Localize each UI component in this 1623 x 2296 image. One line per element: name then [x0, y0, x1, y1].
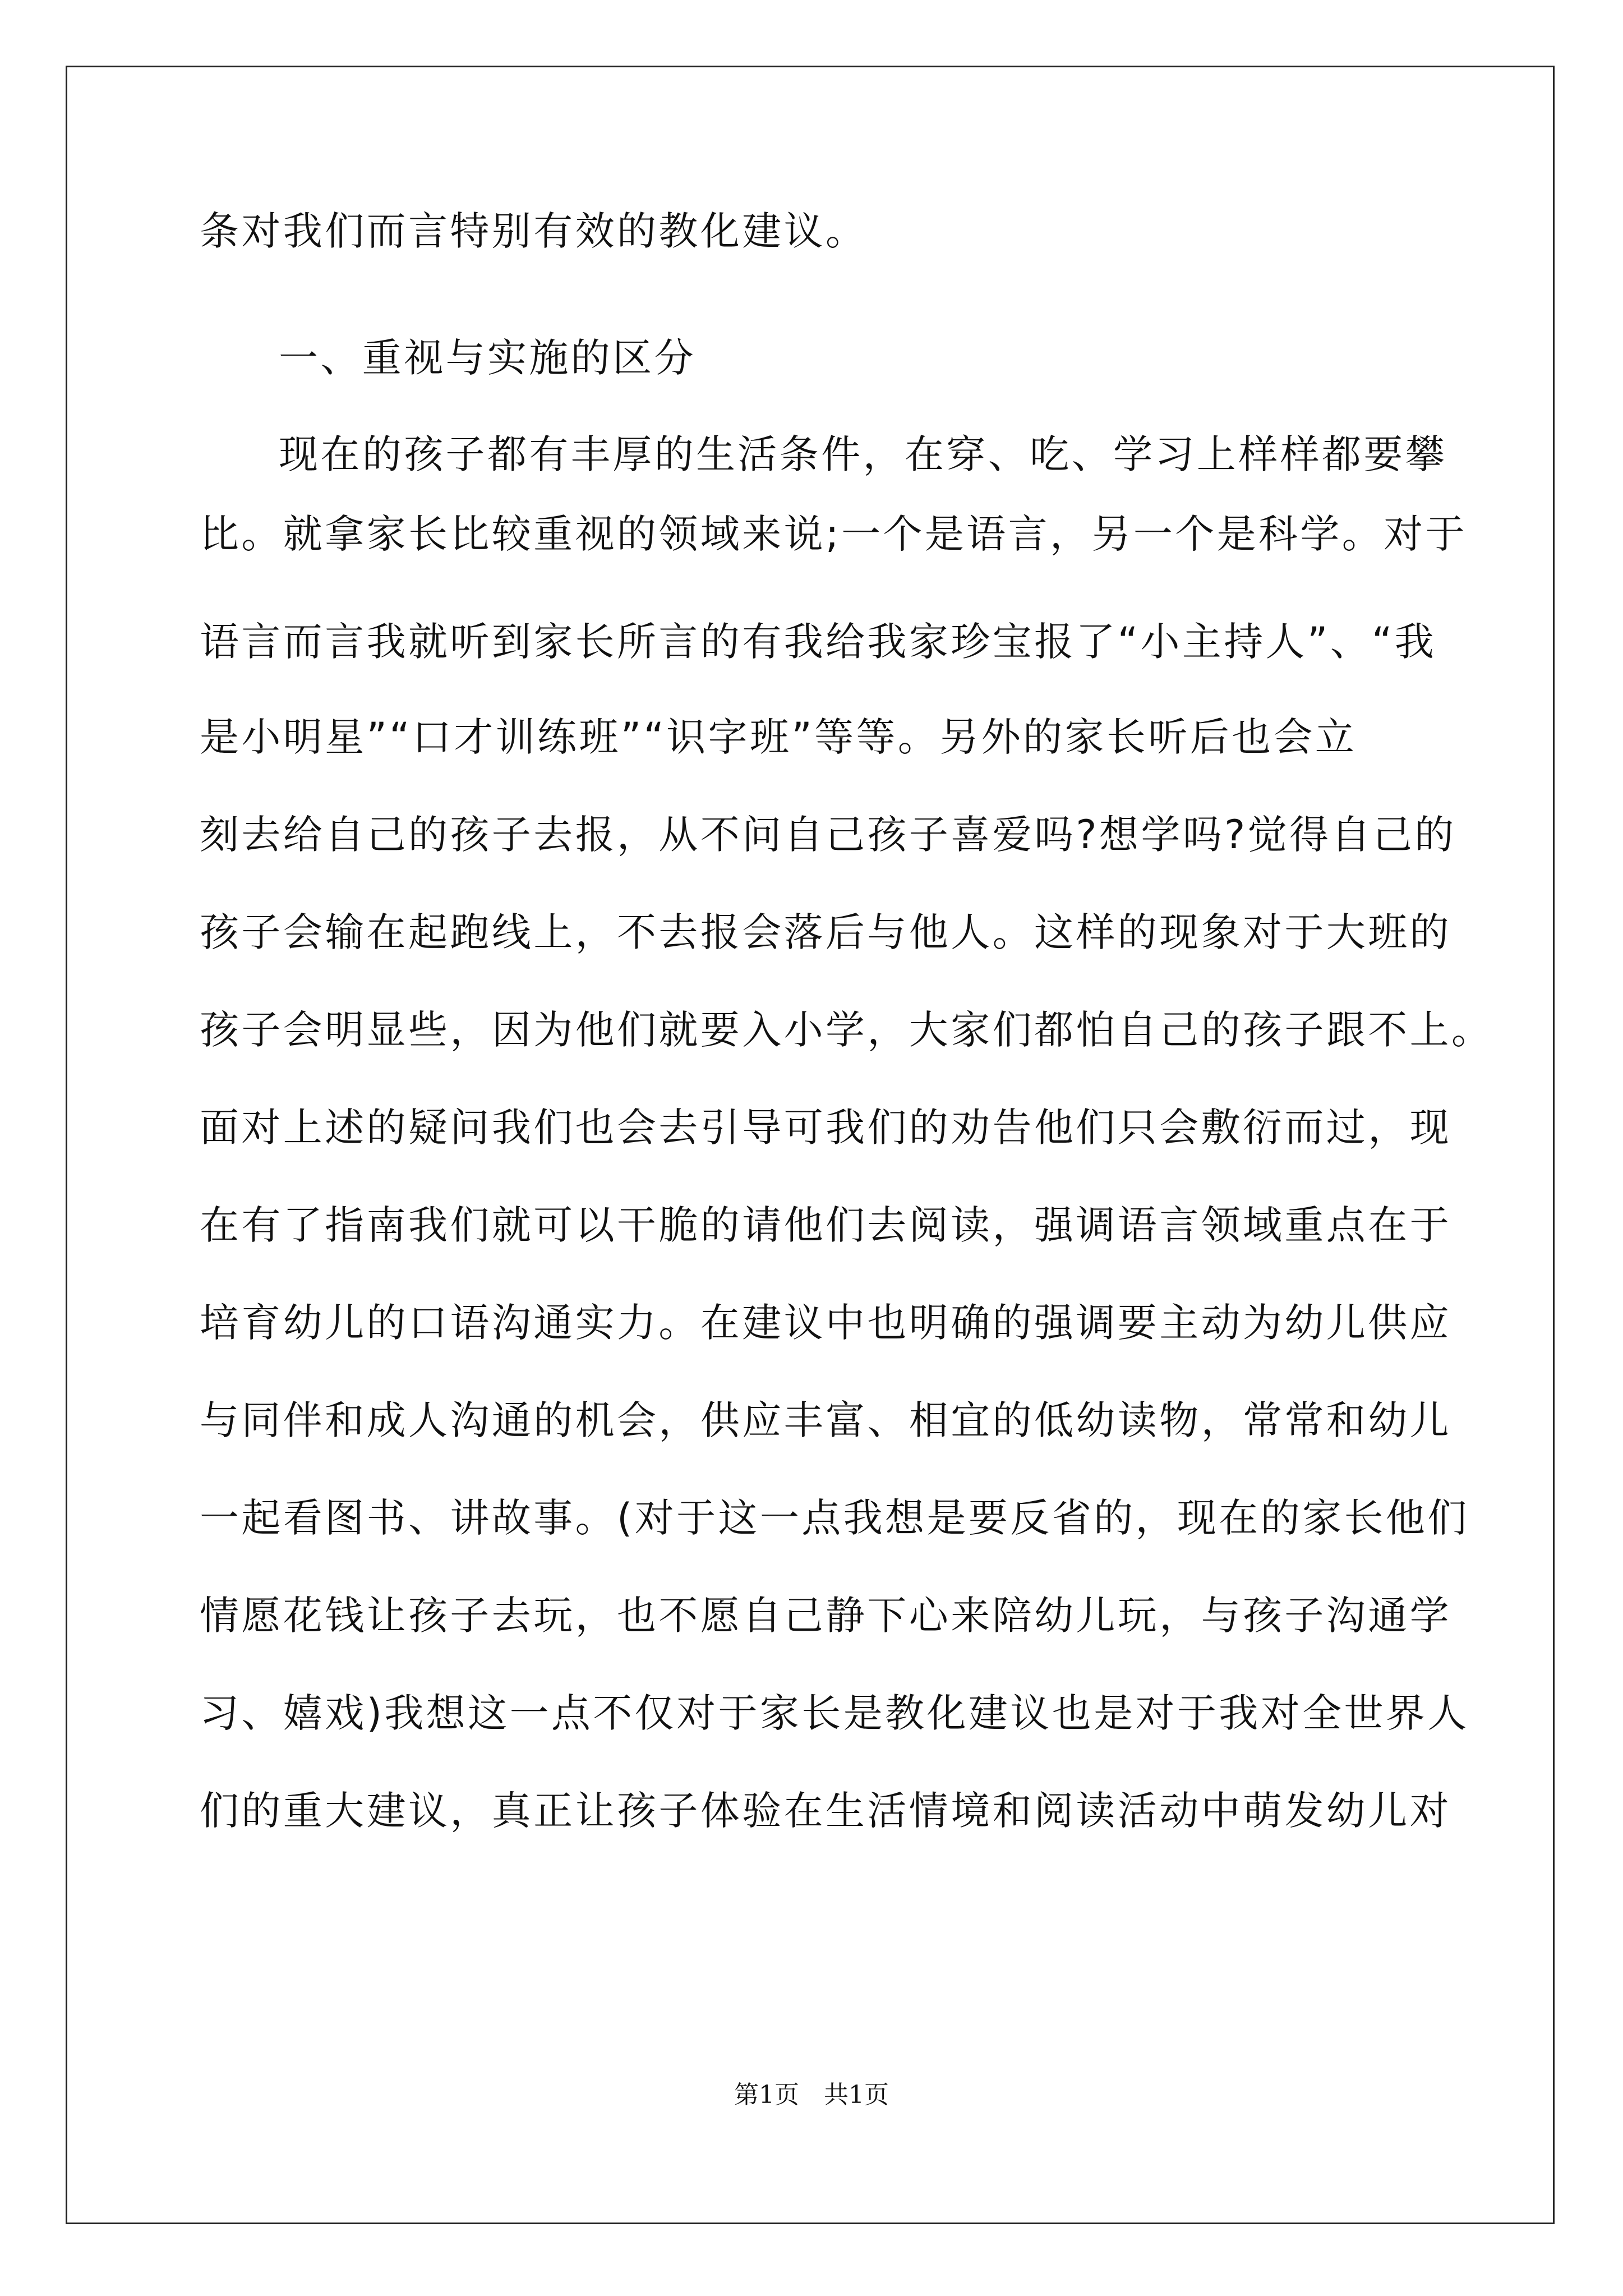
paragraph-line-15: 情愿花钱让孩子去玩，也不愿自己静下心来陪幼儿玩，与孩子沟通学 — [200, 1593, 1451, 1639]
paragraph-line-8: 孩子会输在起跑线上，不去报会落后与他人。这样的现象对于大班的 — [200, 909, 1451, 955]
section-heading: 一、重视与实施的区分 — [279, 335, 696, 381]
paragraph-line-11: 在有了指南我们就可以干脆的请他们去阅读，强调语言领域重点在于 — [200, 1202, 1451, 1248]
paragraph-line-6: 是小明星”“口才训练班”“识字班”等等。另外的家长听后也会立 — [200, 714, 1357, 760]
paragraph-line-4: 比。就拿家长比较重视的领域来说;一个是语言，另一个是科学。对于 — [200, 511, 1467, 557]
paragraph-line-1: 条对我们而言特别有效的教化建议。 — [200, 208, 868, 254]
paragraph-line-10: 面对上述的疑问我们也会去引导可我们的劝告他们只会敷衍而过，现 — [200, 1105, 1451, 1151]
paragraph-line-16: 习、嬉戏)我想这一点不仅对于家长是教化建议也是对于我对全世界人 — [200, 1690, 1469, 1736]
page-number: 第1页 共1页 — [734, 2081, 889, 2109]
paragraph-line-17: 们的重大建议，真正让孩子体验在生活情境和阅读活动中萌发幼儿对 — [200, 1788, 1451, 1834]
paragraph-line-9: 孩子会明显些，因为他们就要入小学，大家们都怕自己的孩子跟不上。 — [200, 1007, 1493, 1053]
paragraph-line-12: 培育幼儿的口语沟通实力。在建议中也明确的强调要主动为幼儿供应 — [200, 1300, 1451, 1346]
paragraph-line-5: 语言而言我就听到家长所言的有我给我家珍宝报了“小主持人”、“我 — [200, 619, 1437, 665]
paragraph-line-13: 与同伴和成人沟通的机会，供应丰富、相宜的低幼读物，常常和幼儿 — [200, 1397, 1451, 1443]
paragraph-line-7: 刻去给自己的孩子去报，从不问自己孩子喜爱吗?想学吗?觉得自己的 — [200, 812, 1456, 858]
paragraph-line-14: 一起看图书、讲故事。(对于这一点我想是要反省的，现在的家长他们 — [200, 1495, 1469, 1541]
paragraph-line-3: 现在的孩子都有丰厚的生活条件，在穿、吃、学习上样样都要攀 — [279, 431, 1447, 477]
